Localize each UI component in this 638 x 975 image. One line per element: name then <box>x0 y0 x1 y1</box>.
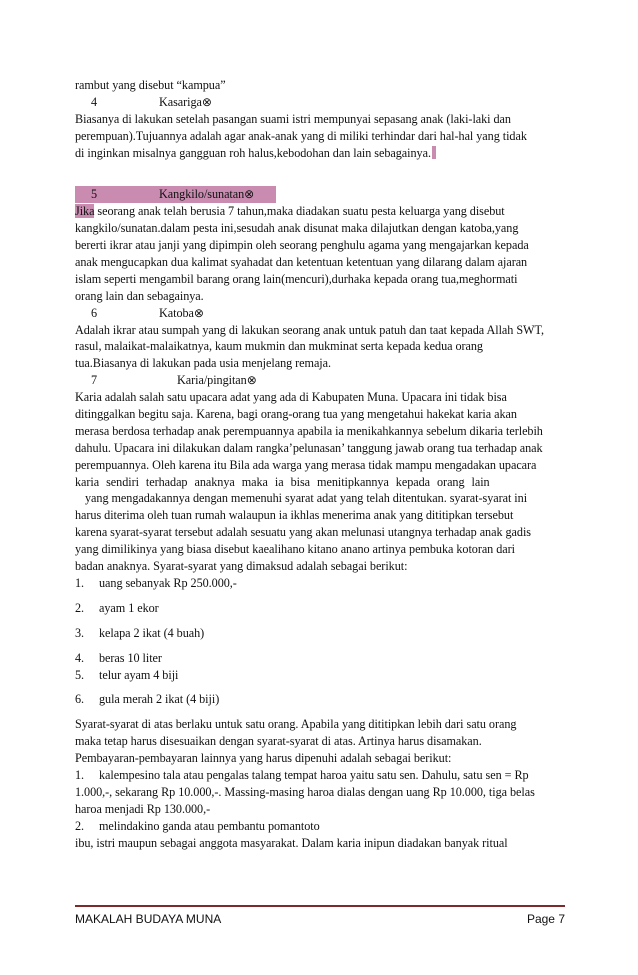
spacer <box>75 708 565 716</box>
page-footer <box>75 912 565 926</box>
text-span: seorang anak telah berusia 7 tahun,maka diadakan suatu pesta keluarga yang disebut <box>94 204 505 219</box>
list-number: 1. <box>75 767 85 782</box>
section-number: 5 <box>91 187 98 202</box>
page-number: Page 7 <box>526 912 565 926</box>
text-line: Karia adalah salah satu upacara adat yang ada di Kabupaten Muna. Upacara ini tidak bisa <box>75 390 507 405</box>
text-line: islam seperti mengambil barang orang lain(mencuri),durhaka kepada orang tua,meghormati <box>75 271 518 286</box>
text-line: karia sendiri terhadap anaknya maka ia bisa menitipkannya kepada orang lain <box>75 474 490 489</box>
section-heading-5 <box>75 186 276 203</box>
text-line: harus diterima oleh tuan rumah walaupun ia ikhlas menerima anak yang dititipkan tersebut <box>75 508 514 523</box>
text-line: maka tetap harus disesuaikan dengan syarat-syarat di atas. Artinya harus disamakan. <box>75 734 482 749</box>
document-body <box>75 77 565 851</box>
text-line: tua.Biasanya di lakukan pada usia menjelang remaja. <box>75 356 332 371</box>
text-line: yang dimilikinya yang biasa disebut kaealihano kitano anano artinya pembuka kotoran dari <box>75 542 515 557</box>
list-text: ayam 1 ekor <box>99 600 159 615</box>
text-line: yang mengadakannya dengan memenuhi syarat adat yang telah ditentukan. syarat-syarat ini <box>85 491 528 506</box>
section-number: 4 <box>91 94 98 109</box>
text-line: rasul, malaikat-malaikatnya, kaum mukmin dan mukminat serta kepada kedua orang <box>75 339 483 354</box>
text-line: 1.000,-, sekarang Rp 10.000,-. Massing-masing haroa dialas dengan uang Rp 10.000, tiga belas <box>75 784 535 799</box>
text-line: ditinggalkan begitu saja. Karena, bagi orang-orang tua yang mengetahui hakekat karia akan <box>75 407 517 422</box>
list-text: melindakino ganda atau pembantu pomantoto <box>99 818 320 833</box>
text-line: Pembayaran-pembayaran lainnya yang harus dipenuhi adalah sebagai berikut: <box>75 751 452 766</box>
list-text: gula merah 2 ikat (4 biji) <box>99 692 220 707</box>
list-item <box>75 600 565 617</box>
list-text: kelapa 2 ikat (4 buah) <box>99 625 205 640</box>
footer-divider <box>75 905 565 907</box>
list-item <box>75 650 565 667</box>
list-number: 2. <box>75 600 85 615</box>
list-number: 6. <box>75 692 85 707</box>
text-line: kangkilo/sunatan.dalam pesta ini,sesudah anak disunat maka dilajutkan dengan katoba,yang <box>75 221 519 236</box>
text-line: haroa menjadi Rp 130.000,- <box>75 801 211 816</box>
text-line: perempuannya. Oleh karena itu Bila ada warga yang merasa tidak mampu mengadakan upacara <box>75 457 537 472</box>
text-span: di inginkan misalnya gangguan roh halus,kebodohan dan lain sebagainya. <box>75 145 431 160</box>
list-item <box>75 691 565 708</box>
list-number: 3. <box>75 625 85 640</box>
spacer <box>75 642 565 650</box>
list-number: 4. <box>75 650 85 665</box>
text-line: Adalah ikrar atau sumpah yang di lakukan seorang anak untuk patuh dan taat kepada Allah SWT, <box>75 322 544 337</box>
list-item <box>75 667 565 684</box>
footer-title: MAKALAH BUDAYA MUNA <box>75 912 222 926</box>
list-item <box>75 575 565 592</box>
text-line <box>75 145 565 162</box>
list-text: telur ayam 4 biji <box>99 667 179 682</box>
spacer <box>75 683 565 691</box>
text-line: rambut yang disebut “kampua” <box>75 78 226 92</box>
text-line: Syarat-syarat di atas berlaku untuk satu orang. Apabila yang dititipkan lebih dari satu orang <box>75 717 517 732</box>
section-number: 7 <box>91 373 98 388</box>
text-line: ibu, istri maupun sebagai anggota masyarakat. Dalam karia inipun diadakan banyak ritual <box>75 835 508 850</box>
spacer <box>75 592 565 600</box>
section-title: Kasariga⊗ <box>159 94 213 109</box>
list-item <box>75 818 565 835</box>
list-number: 5. <box>75 667 85 682</box>
spacer <box>75 161 565 178</box>
section-title: Katoba⊗ <box>159 305 205 320</box>
text-line: orang lain dan sebagainya. <box>75 288 204 303</box>
list-text: uang sebanyak Rp 250.000,- <box>99 575 237 590</box>
section-number: 6 <box>91 305 98 320</box>
text-line: badan anaknya. Syarat-syarat yang dimaksud adalah sebagai berikut: <box>75 559 408 574</box>
text-line: merasa berdosa terhadap anak perempuannya apabila ia menikahkannya sebelum dikaria terlebih <box>75 423 543 438</box>
section-title: Karia/pingitan⊗ <box>177 373 257 388</box>
text-line: dahulu. Upacara ini dilakukan dalam rangka’pelunasan’ tanggung jawab orang tua terhadap anak <box>75 440 543 455</box>
list-number: 1. <box>75 575 85 590</box>
list-text: kalempesino tala atau pengalas talang tempat haroa yaitu satu sen. Dahulu, satu sen = Rp <box>99 767 529 782</box>
spacer <box>75 617 565 625</box>
text-line <box>75 203 565 220</box>
text-line: karena syarat-syarat tersebut adalah sesuatu yang akan melunasi utangnya terhadap anak gadis <box>75 525 531 540</box>
spacer <box>75 178 565 186</box>
list-text: beras 10 liter <box>99 650 162 665</box>
highlighted-word: Jika <box>75 204 95 219</box>
text-line: anak mengucapkan dua kalimat syahadat dan ketentuan ketentuan yang dilarang dalam ajaran <box>75 255 528 270</box>
highlight-marker <box>432 146 436 159</box>
section-heading-4 <box>75 94 565 111</box>
section-heading-6 <box>75 305 565 322</box>
list-number: 2. <box>75 818 85 833</box>
section-heading-7 <box>75 372 565 389</box>
text-line: Biasanya di lakukan setelah pasangan suami istri mempunyai sepasang anak (laki-laki dan <box>75 111 511 126</box>
text-line: perempuan).Tujuannya adalah agar anak-anak yang di miliki terhindar dari hal-hal yang tidak <box>75 128 527 143</box>
section-title: Kangkilo/sunatan⊗ <box>159 187 255 202</box>
text-line: bererti ikrar atau janji yang dipimpin oleh seorang penghulu agama yang mengajarkan kepada <box>75 238 529 253</box>
list-item <box>75 767 565 784</box>
list-item <box>75 625 565 642</box>
